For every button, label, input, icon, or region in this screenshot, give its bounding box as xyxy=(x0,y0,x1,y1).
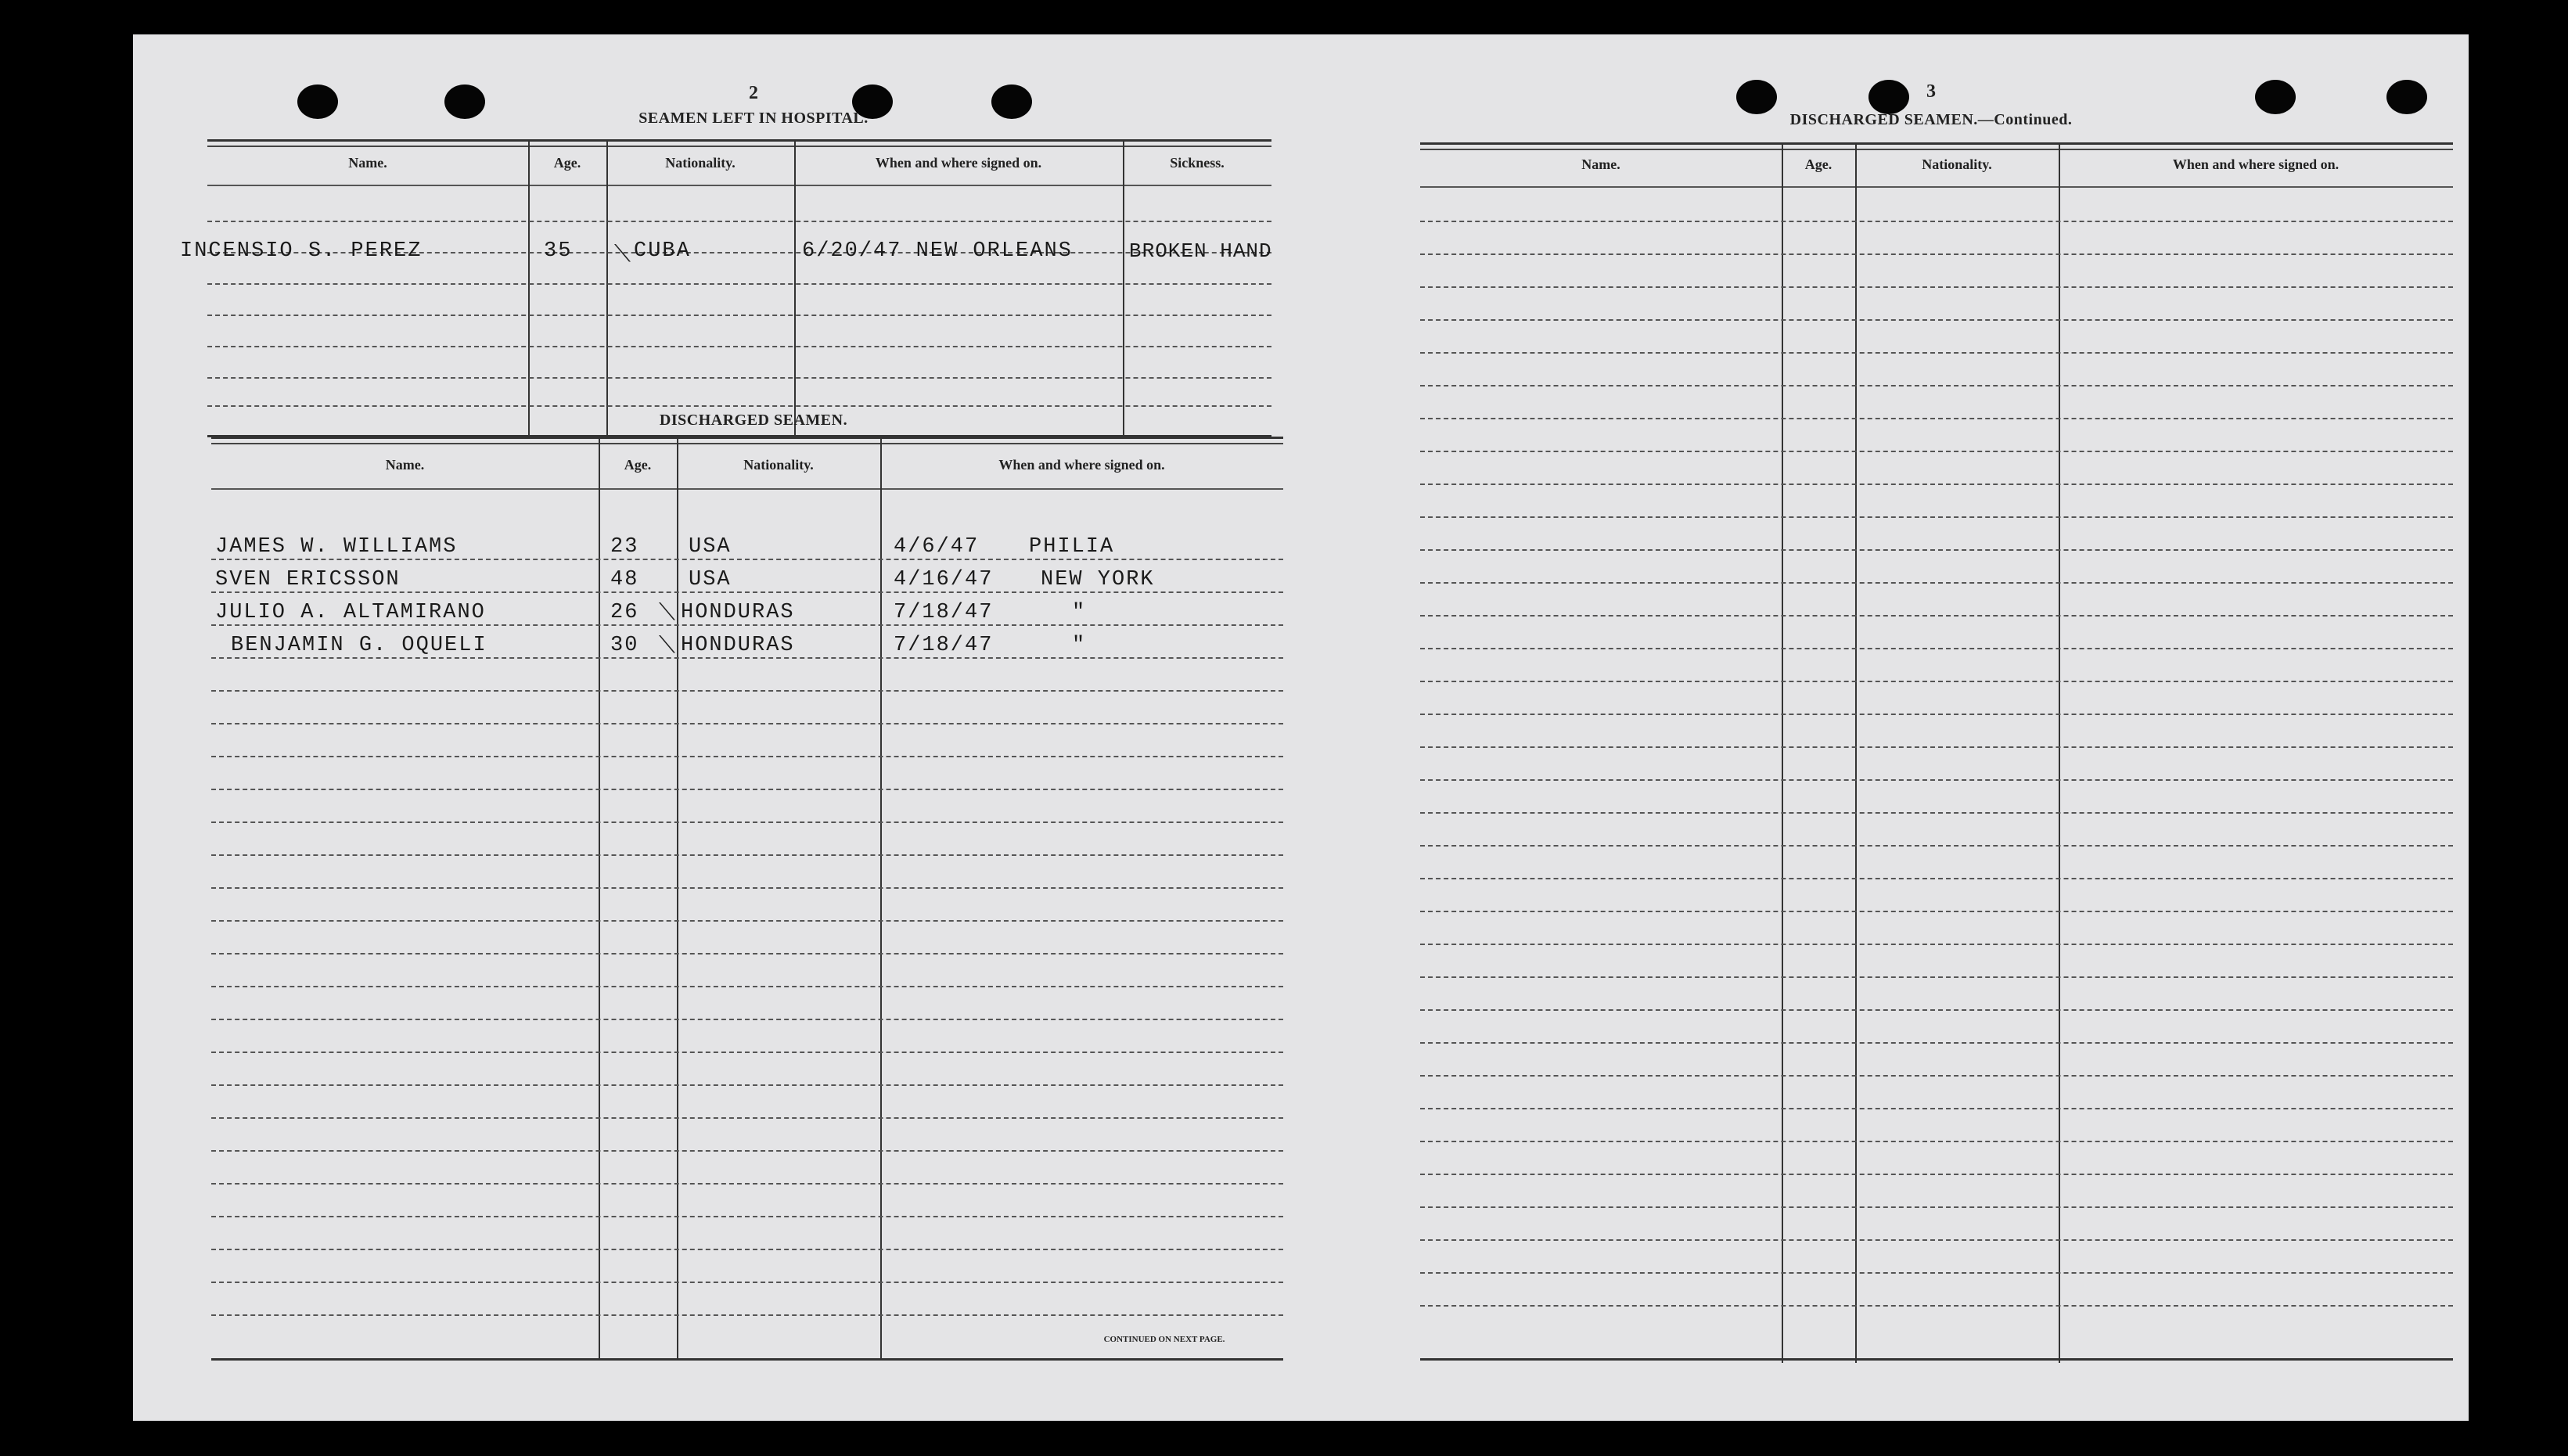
discharged-row-name: SVEN ERICSSON xyxy=(215,568,401,591)
discharged-row-nationality: HONDURAS xyxy=(681,634,795,657)
punch-hole xyxy=(1868,80,1909,114)
continued-col-nationality: Nationality. xyxy=(1922,156,1992,172)
hospital-row-sickness: BROKEN HAND xyxy=(1129,239,1272,263)
discharged-col-signed-on: When and where signed on. xyxy=(998,457,1165,473)
continued-heading: DISCHARGED SEAMEN.—Continued. xyxy=(1789,111,2073,128)
check-mark-icon: ⟍ xyxy=(614,241,631,267)
discharged-row-name: BENJAMIN G. OQUELI xyxy=(231,634,487,657)
discharged-table xyxy=(211,437,1283,1328)
page-number-left: 2 xyxy=(749,83,758,103)
hospital-col-name: Name. xyxy=(348,155,387,171)
hospital-row-nationality: CUBA xyxy=(634,239,691,263)
discharged-col-name: Name. xyxy=(385,457,425,473)
punch-hole xyxy=(1736,80,1777,114)
discharged-row-age: 26 xyxy=(610,601,639,624)
continued-col-age: Age. xyxy=(1804,156,1832,172)
discharged-col-age: Age. xyxy=(624,457,652,473)
discharged-heading: DISCHARGED SEAMEN. xyxy=(659,412,848,429)
check-mark-icon: ⟍ xyxy=(659,632,675,658)
check-mark-icon: ⟍ xyxy=(659,599,675,625)
discharged-row-place: NEW YORK xyxy=(1041,568,1155,591)
discharged-row-name: JULIO A. ALTAMIRANO xyxy=(215,601,486,624)
page-number-right: 3 xyxy=(1926,81,1936,102)
discharged-row-place: PHILIA xyxy=(1029,535,1115,559)
ledger-sheet xyxy=(133,34,2469,1421)
discharged-col-nationality: Nationality. xyxy=(743,457,814,473)
continued-rowlines xyxy=(1420,142,2453,1363)
hospital-table xyxy=(180,139,1272,437)
continued-col-name: Name. xyxy=(1581,156,1620,172)
punch-hole xyxy=(991,84,1032,119)
punch-hole xyxy=(444,84,485,119)
discharged-row-name: JAMES W. WILLIAMS xyxy=(215,535,458,559)
punch-hole xyxy=(297,84,338,119)
hospital-heading: SEAMEN LEFT IN HOSPITAL. xyxy=(638,110,869,127)
discharged-row-date: 4/16/47 xyxy=(894,568,994,591)
hospital-col-nationality: Nationality. xyxy=(665,155,736,171)
hospital-col-signed-on: When and where signed on. xyxy=(875,155,1042,171)
hospital-row-name: INCENSIO S. PEREZ xyxy=(180,239,423,263)
hospital-col-sickness: Sickness. xyxy=(1170,155,1225,171)
punch-hole xyxy=(2386,80,2427,114)
continued-col-signed-on: When and where signed on. xyxy=(2172,156,2340,172)
discharged-row-date: 7/18/47 xyxy=(894,634,994,657)
hospital-row-age: 35 xyxy=(544,239,573,263)
discharged-row-date: 4/6/47 xyxy=(894,535,980,559)
discharged-row-age: 48 xyxy=(610,568,639,591)
hospital-col-age: Age. xyxy=(553,155,581,171)
discharged-row-place: " xyxy=(1072,601,1087,624)
discharged-row-nationality: USA xyxy=(689,535,732,559)
discharged-row-age: 23 xyxy=(610,535,639,559)
discharged-continued-table xyxy=(1420,142,2453,1363)
punch-hole xyxy=(2255,80,2296,114)
discharged-row-date: 7/18/47 xyxy=(894,601,994,624)
discharged-row-nationality: USA xyxy=(689,568,732,591)
discharged-row-place: " xyxy=(1072,634,1087,657)
hospital-row-signed-on: 6/20/47 NEW ORLEANS xyxy=(802,239,1073,263)
discharged-row-age: 30 xyxy=(610,634,639,657)
discharged-row-nationality: HONDURAS xyxy=(681,601,795,624)
continued-note: CONTINUED ON NEXT PAGE. xyxy=(1103,1335,1225,1344)
